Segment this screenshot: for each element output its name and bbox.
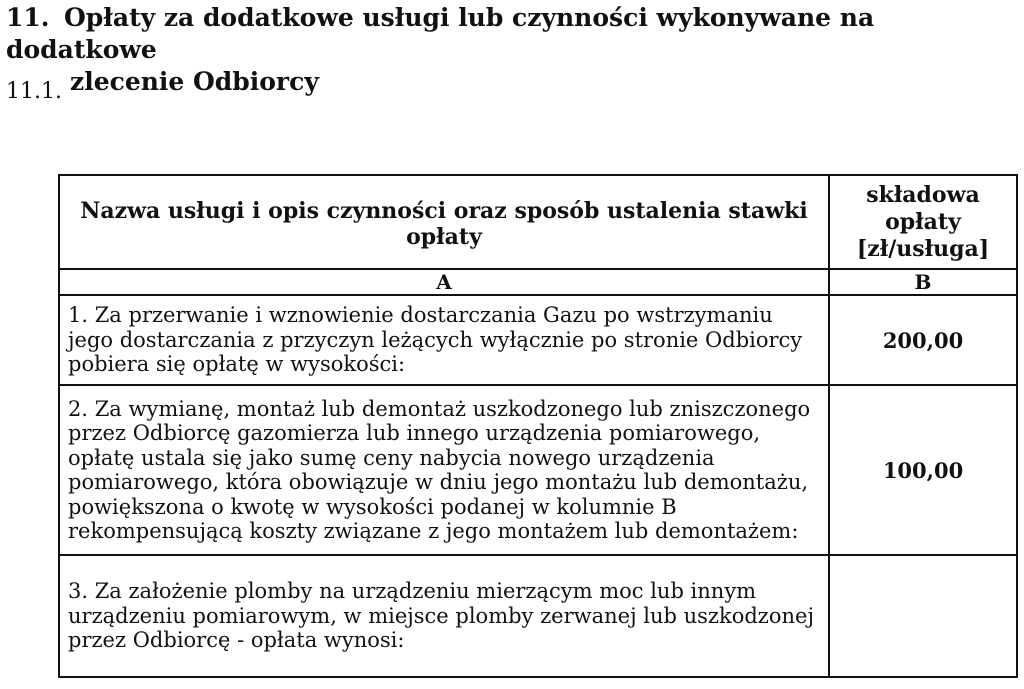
section-title-line1: Opłaty za dodatkowe usługi lub czynności wykonywane na dodatkowe [6, 3, 875, 64]
subsection-number: 11.1. [6, 79, 62, 104]
section-heading [6, 2, 1024, 98]
header-fee-line1: składowa [866, 181, 980, 208]
table-row [59, 555, 1017, 677]
row-value: 100,00 [829, 385, 1017, 555]
column-letter-a: A [59, 269, 829, 295]
row-value [829, 555, 1017, 677]
row-description: 1. Za przerwanie i wznowienie dostarczania Gazu po wstrzymaniu jego dostarczania z przyczyn leżących wyłącznie po stronie Odbiorcy pobiera się opłatę w wysokości: [59, 295, 829, 385]
section-title-line2: zlecenie Odbiorcy [70, 67, 319, 96]
header-fee-line2: opłaty [885, 208, 961, 235]
section-number: 11. [6, 3, 50, 32]
row-value: 200,00 [829, 295, 1017, 385]
fees-table [58, 174, 1018, 678]
section-heading-line1 [6, 2, 1024, 66]
header-fee-component [829, 175, 1017, 269]
table-row [59, 295, 1017, 385]
row-description: 3. Za założenie plomby na urządzeniu mierzącym moc lub innym urządzeniu pomiarowym, w miejsce plomby zerwanej lub uszkodzonej przez Odbiorcę - opłata wynosi: [59, 555, 829, 677]
table-header-row [59, 175, 1017, 269]
header-service-description: Nazwa usługi i opis czynności oraz sposób ustalenia stawki opłaty [59, 175, 829, 269]
row-description: 2. Za wymianę, montaż lub demontaż uszkodzonego lub zniszczonego przez Odbiorcę gazomierza lub innego urządzenia pomiarowego, opłatę ustala się jako sumę ceny nabycia nowego urządzenia pomiarowego, która obowiązuje w dniu jego montażu lub demontażu, powiększona o kwotę w wysokości podanej w kolumnie B rekompensującą koszty związane z jego montażem lub demontażem: [59, 385, 829, 555]
header-fee-line3: [zł/usługa] [856, 235, 990, 262]
table-row [59, 385, 1017, 555]
column-letter-b: B [829, 269, 1017, 295]
column-letter-row [59, 269, 1017, 295]
